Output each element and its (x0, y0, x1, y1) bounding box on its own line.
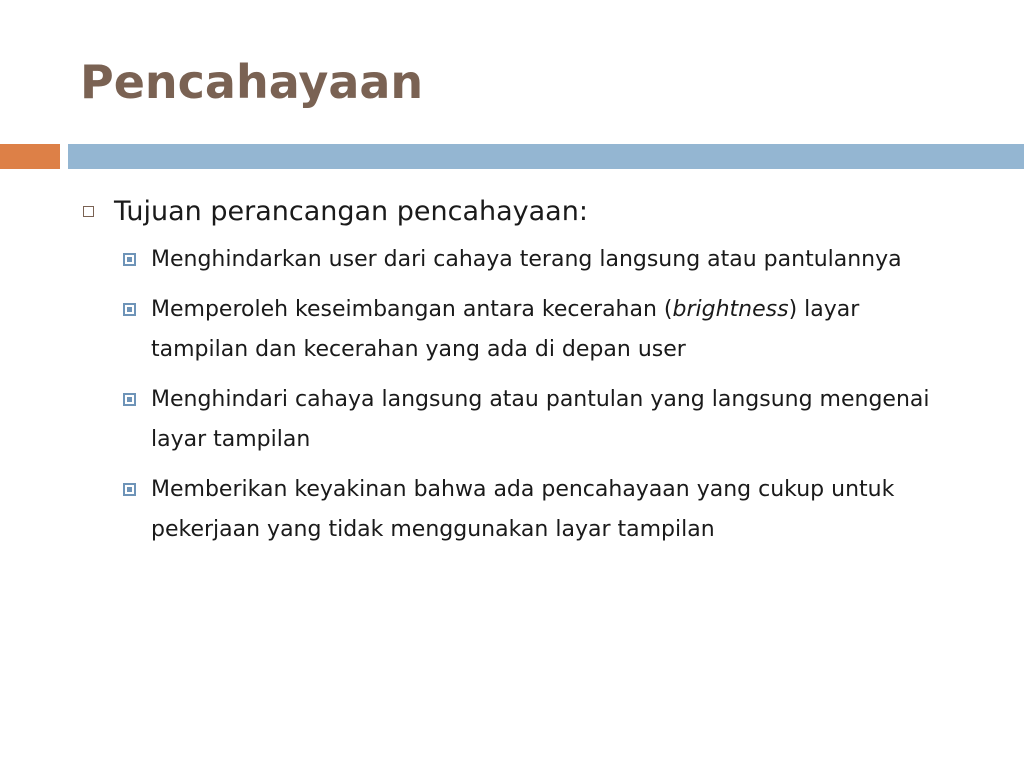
sub-bullet-item (80, 470, 961, 550)
sub-bullet-text: Menghindarkan user dari cahaya terang langsung atau pantulannya (151, 247, 902, 272)
sub-bullet-italic-term: brightness (672, 297, 789, 322)
sub-bullet-item (80, 240, 961, 280)
sub-bullet-text: Menghindari cahaya langsung atau pantulan yang langsung mengenai layar tampilan (151, 387, 930, 452)
sub-bullet-item (80, 290, 961, 370)
sub-bullet-text-end: ) layar tampilan dan kecerahan yang ada di depan user (151, 297, 860, 362)
square-bullet-icon (123, 253, 136, 266)
sub-bullet-item (80, 380, 961, 460)
sub-bullet-text: Memberikan keyakinan bahwa ada pencahayaan yang cukup untuk pekerjaan yang tidak menggunakan layar tampilan (151, 477, 895, 542)
slide-content (80, 190, 1000, 560)
accent-bar-orange (0, 144, 60, 169)
main-bullet-text: Tujuan perancangan pencahayaan: (114, 196, 588, 227)
hollow-square-bullet-icon (83, 206, 94, 217)
slide-title: Pencahayaan (80, 55, 424, 109)
square-bullet-icon (123, 393, 136, 406)
main-bullet-point (80, 190, 1000, 234)
accent-bar-blue (68, 144, 1024, 169)
square-bullet-icon (123, 483, 136, 496)
sub-bullet-list (80, 240, 1000, 550)
sub-bullet-text-start: Memperoleh keseimbangan antara kecerahan ( (151, 297, 673, 322)
square-bullet-icon (123, 303, 136, 316)
